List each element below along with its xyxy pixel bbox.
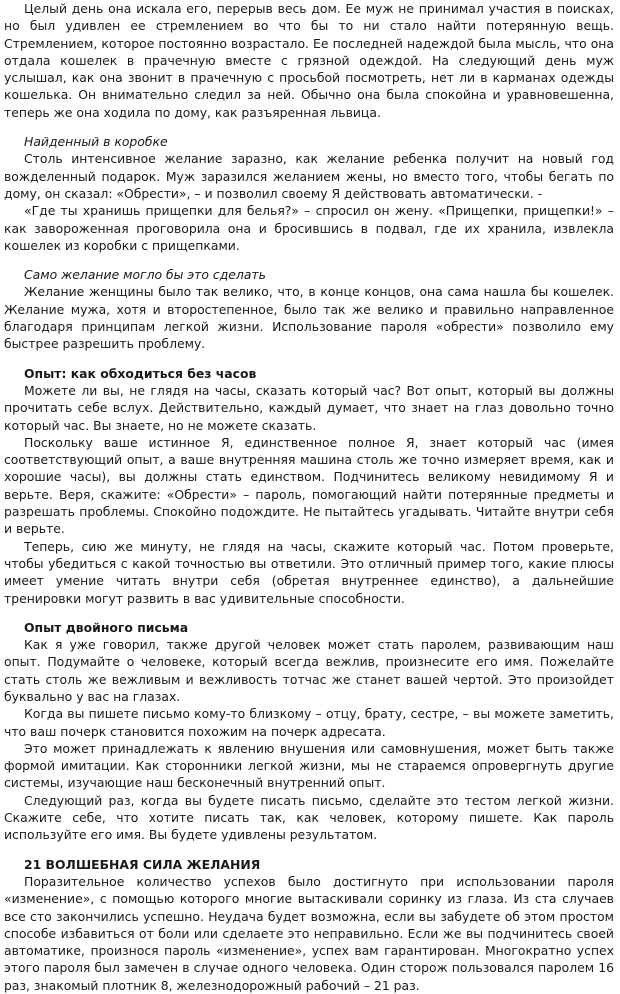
paragraph-lost-wallet-search: Целый день она искала его, перерыв весь дом. Ее муж не принимал участия в поисках, но был удивлен ее стремлением во что бы то ни стало найти потерянную вещь. Стремлением, которое постоянно возрастало. Ее последней надеждой была мысль, что она отдала кошелек в прачечную вместе с грязной одеждой. На следующий день муж услышал, как она звонит в прачечную с просьбой посмотреть, нет ли в карманах одежды кошелька. Он внимательно следил за ней. Обычно она была спокойна и уравновешенна, теперь же она ходила по дому, как разъяренная львица. — [4, 1, 614, 120]
paragraph-clothespins-question: «Где ты хранишь прищепки для белья?» – спросил он жену. «Прищепки, прищепки!» – как завороженная проговорила она и бросившись в подвал, где их хранила, извлекла кошелек из коробки с прищепками. — [4, 203, 614, 253]
paragraph-contagious-desire: Столь интенсивное желание заразно, как желание ребенка получит на новый год вожделенный подарок. Муж заразился желанием жены, но вместо того, чтобы бегать по дому, он сказал: «Обрести», – и позволил своему Я действовать автоматически. - — [4, 151, 614, 201]
paragraph-next-letter: Следующий раз, когда вы будете писать письмо, сделайте это тестом легкой жизни. Скажите себе, что хотите писать так, как человек, которому пишете. Как пароль используйте его имя. Вы будете удивлены результатом. — [4, 792, 614, 843]
spacer — [4, 121, 614, 133]
heading-experiment-without-clock: Опыт: как обходиться без часов — [24, 365, 257, 381]
heading-chapter-21: 21 ВОЛШЕБНАЯ СИЛА ЖЕЛАНИЯ — [24, 856, 261, 872]
spacer — [4, 254, 614, 266]
heading-double-letter: Опыт двойного письма — [24, 619, 189, 635]
paragraph-polite-person: Как я уже говорил, также другой человек может стать паролем, развивающим наш опыт. Подумайте о человеке, который всегда вежлив, произнесите его имя. Пожелайте стать столь же вежливым и вежливость тотчас же станет вашей чертой. Это произойдет буквально у вас на глазах. — [4, 637, 614, 704]
paragraph-true-self: Поскольку ваше истинное Я, единственное полное Я, знает который час (имея соответствующий опыт, а ваше внутренняя машина столь же точно измеряет время, как и хорошие часы), вы должны стать единством. Подчинитесь великому невидимому Я и верьте. Веря, скажите: «Обрести» – пароль, помогающий найти потерянные предметы и разрешать проблемы. Спокойно подождите. Не пытайтесь угадывать. Читайте внутри себя и верьте. — [4, 434, 614, 537]
paragraph-change-password: Поразительное количество успехов было достигнуто при использовании пароля «изменение», с помощью которого многие вытаскивали соринку из глаза. Из ста случаев все сто закончились успешно. Неудача будет возможна, если вы забудете об этом простом способе избавиться от боли или сделаете это неправильно. Если же вы подчинитесь своей автоматике, произнося пароль «изменение», успех вам гарантирован. Многократно успех этого пароля был замечен в случае одного человека. Один сторож пользовался паролем 16 раз, знакомый плотник 8, железнодорожный рабочий – 21 раз. — [4, 873, 614, 993]
paragraph-say-time-now: Теперь, сию же минуту, не глядя на часы, скажите который час. Потом проверьте, чтобы убедиться с какой точностью вы ответили. Это отличный пример того, какие плюсы имеет умение читать внутри себя (обретая внутреннее единство), а дальнейшие тренировки могут развить в вас удивительные способности. — [4, 538, 614, 606]
spacer — [4, 353, 614, 365]
spacer — [4, 844, 614, 856]
paragraph-suggestion: Это может принадлежать к явлению внушения или самовнушения, может быть также формой имитации. Как сторонники легкой жизни, мы не стараемся опровергнуть другие системы, изучающие наш бесконечный внутренний опыт. — [4, 740, 614, 791]
spacer — [4, 607, 614, 619]
paragraph-woman-desire: Желание женщины было так велико, что, в конце концов, она сама нашла бы кошелек. Желание мужа, хотя и второстепенное, было так же велико и правильно направленное благодаря принципам легкой жизни. Использование пароля «обрести» позволило ему быстрее разрешить проблему. — [4, 284, 614, 352]
paragraph-handwriting: Когда вы пишете письмо кому-то близкому – отцу, брату, сестре, – вы можете заметить, что ваш почерк становится похожим на почерк адресата. — [4, 706, 614, 739]
subheading-found-in-box: Найденный в коробке — [24, 134, 168, 150]
subheading-desire-alone: Само желание могло бы это сделать — [24, 267, 266, 283]
paragraph-tell-time: Можете ли вы, не глядя на часы, сказать который час? Вот опыт, который вы должны прочитать себе вслух. Действительно, каждый думает, что знает на глаз довольно точно который час. Вы знаете, но не можете сказать. — [4, 382, 614, 433]
